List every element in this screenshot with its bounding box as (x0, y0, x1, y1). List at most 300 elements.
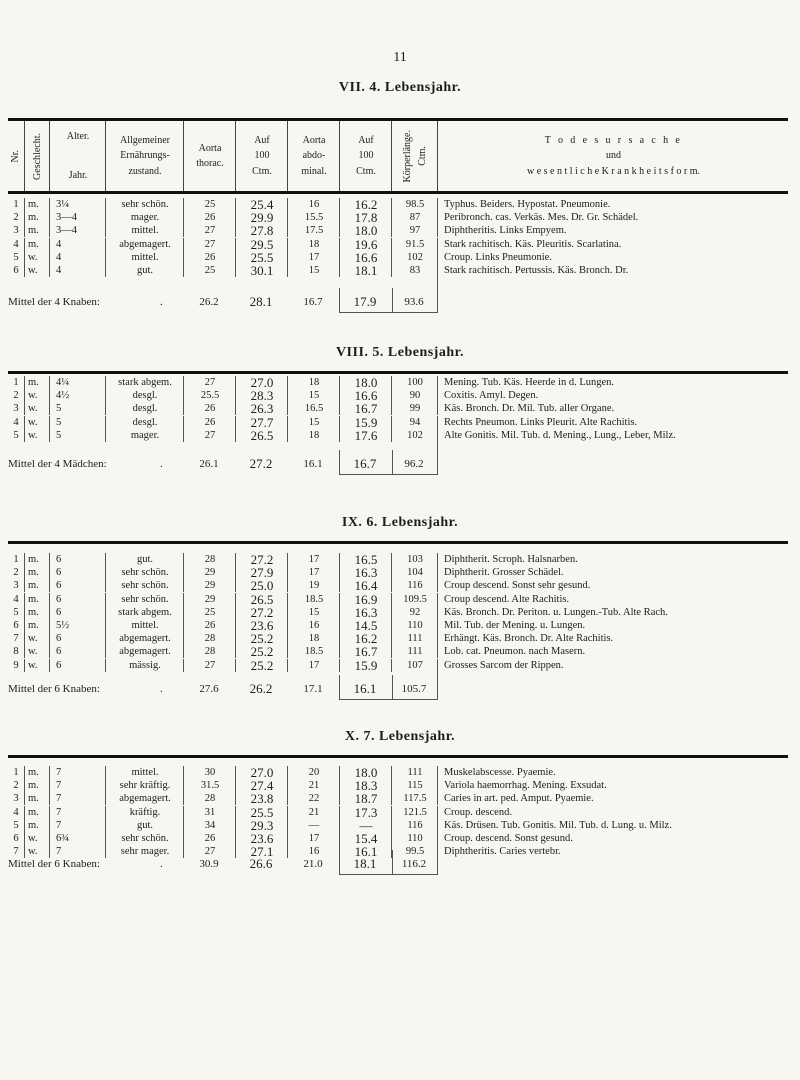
cell-cause: Croup. Links Pneumonie. (437, 251, 789, 264)
cell-abdo: 15 (287, 264, 340, 277)
cell-nr: 4 (13, 238, 19, 250)
cell-thorac: 26 (183, 211, 236, 224)
cell-t100: 25.2 (235, 632, 288, 645)
cell-length: 99.5 (391, 845, 438, 858)
table-row (8, 376, 788, 389)
cell-sex: m. (24, 579, 50, 592)
table-row (8, 402, 788, 415)
cell-cause: Käs. Bronch. Dr. Periton. u. Lungen.-Tub. Alte Rach. (437, 606, 789, 619)
cell-length: 83 (391, 264, 438, 277)
cell-sex: m. (24, 211, 50, 224)
cell-t100: 25.5 (235, 806, 288, 819)
cell-nr: 4 (13, 593, 19, 605)
cell-length: 110 (391, 619, 438, 632)
cell-t100: 26.3 (235, 402, 288, 415)
cell-nr: 3 (13, 580, 19, 592)
cell-age: 5 (49, 402, 106, 415)
average-abdo: 21.0 (303, 858, 323, 870)
cell-nr: 1 (13, 767, 19, 778)
cell-thorac: 29 (183, 579, 236, 592)
average-a100: 18.1 (353, 856, 377, 871)
section-rule (8, 755, 788, 758)
cell-a100: 16.3 (339, 566, 392, 579)
cell-abdo: 21 (287, 806, 340, 819)
cell-nr: 7 (13, 633, 19, 645)
average-thorac: 27.6 (199, 683, 219, 695)
cell-nr: 5 (13, 429, 19, 441)
cell-cause: Variola haemorrhag. Mening. Exsudat. (437, 779, 789, 792)
cell-t100: 27.1 (235, 845, 288, 858)
cell-cause: Käs. Bronch. Dr. Mil. Tub. aller Organe. (437, 402, 789, 415)
cell-a100: 17.3 (339, 806, 392, 819)
average-box (391, 450, 438, 475)
cell-nutrition: gut. (105, 819, 184, 832)
cell-t100: 27.2 (235, 553, 288, 566)
section-title: X. 7. Lebensjahr. (344, 729, 456, 744)
average-box (391, 850, 438, 875)
cell-length: 98.5 (391, 198, 438, 211)
cell-sex: m. (24, 792, 50, 805)
cell-cause: Lob. cat. Pneumon. nach Masern. (437, 645, 789, 658)
cell-cause: Typhus. Beiders. Hypostat. Pneumonie. (437, 198, 789, 211)
cell-a100: 19.6 (339, 238, 392, 251)
cell-abdo: 17.5 (287, 224, 340, 237)
cell-thorac: 27 (183, 429, 236, 442)
cell-age: 6 (49, 632, 106, 645)
cell-cause: Coxitis. Amyl. Degen. (437, 389, 789, 402)
cell-a100: 18.0 (339, 376, 392, 389)
cell-abdo: 19 (287, 579, 340, 592)
header-auf100b-3: Ctm. (356, 165, 376, 177)
cell-a100: 18.7 (339, 792, 392, 805)
cell-sex: w. (24, 645, 50, 658)
cell-sex: w. (24, 264, 50, 277)
cell-t100: 25.0 (235, 579, 288, 592)
cell-length: 104 (391, 566, 438, 579)
cell-t100: 26.5 (235, 593, 288, 606)
average-thorac: 30.9 (199, 858, 219, 870)
average-length: 96.2 (404, 458, 424, 470)
header-todesursache: T o d e s u r s a c h e (544, 134, 683, 146)
cell-abdo: 15 (287, 606, 340, 619)
cell-nutrition: mässig. (105, 659, 184, 672)
cell-nutrition: sehr schön. (105, 198, 184, 211)
cell-cause: Stark rachitisch. Pertussis. Käs. Bronch. Dr. (437, 264, 789, 277)
average-thorac: 26.2 (199, 296, 219, 308)
cell-nr: 1 (13, 377, 19, 388)
cell-nr: 8 (13, 646, 19, 658)
header-auf100a-2: 100 (254, 150, 270, 162)
cell-t100: 30.1 (235, 264, 288, 277)
cell-nutrition: sehr kräftig. (105, 779, 184, 792)
cell-thorac: 30 (183, 766, 236, 779)
cell-a100: 18.0 (339, 766, 392, 779)
cell-age: 3—4 (49, 224, 106, 237)
cell-thorac: 31 (183, 806, 236, 819)
average-dot: . (160, 858, 163, 870)
cell-cause: Muskelabscesse. Pyaemie. (437, 766, 789, 779)
cell-nutrition: sehr schön. (105, 579, 184, 592)
header-allgemein-1: Allgemeiner (120, 134, 170, 146)
cell-nutrition: mittel. (105, 251, 184, 264)
cell-age: 7 (49, 845, 106, 858)
cell-thorac: 28 (183, 645, 236, 658)
cell-a100: 17.6 (339, 429, 392, 442)
cell-abdo: 16 (287, 619, 340, 632)
cell-thorac: 28 (183, 792, 236, 805)
cell-nr: 1 (13, 199, 19, 210)
average-length: 105.7 (401, 683, 427, 695)
cell-nutrition: sehr schön. (105, 566, 184, 579)
table-row (8, 792, 788, 805)
cell-abdo: 16 (287, 198, 340, 211)
cell-length: 109.5 (391, 593, 438, 606)
table-row (8, 806, 788, 819)
cell-nr: 4 (13, 806, 19, 818)
cell-length: 102 (391, 251, 438, 264)
cell-length: 103 (391, 553, 438, 566)
cell-cause: Stark rachitisch. Käs. Pleuritis. Scarlatina. (437, 238, 789, 251)
cell-cause: Croup descend. Alte Rachitis. (437, 593, 789, 606)
cell-abdo: 18 (287, 238, 340, 251)
cell-cause: Mening. Tub. Käs. Heerde in d. Lungen. (437, 376, 789, 389)
cell-nutrition: stark abgem. (105, 606, 184, 619)
average-abdo: 17.1 (303, 683, 323, 695)
cell-t100: 27.8 (235, 224, 288, 237)
cell-sex: m. (24, 606, 50, 619)
average-dot: . (160, 296, 163, 308)
cell-abdo: 17 (287, 553, 340, 566)
cell-nr: 5 (13, 251, 19, 263)
header-koerperlaenge: Körperlänge. (401, 129, 413, 183)
cell-nr: 3 (13, 225, 19, 237)
cell-sex: m. (24, 566, 50, 579)
cell-age: 4 (49, 251, 106, 264)
cell-a100: — (339, 819, 392, 832)
cell-t100: 27.2 (235, 606, 288, 619)
cell-a100: 14.5 (339, 619, 392, 632)
cell-abdo: 15 (287, 389, 340, 402)
cell-t100: 25.4 (235, 198, 288, 211)
cell-nutrition: gut. (105, 264, 184, 277)
cell-t100: 25.2 (235, 645, 288, 658)
cell-nr: 3 (13, 403, 19, 415)
average-abdo: 16.7 (303, 296, 323, 308)
cell-a100: 16.6 (339, 251, 392, 264)
cell-age: 7 (49, 766, 106, 779)
table-row (8, 251, 788, 264)
cell-cause: Diphtheritis. Caries vertebr. (437, 845, 789, 858)
cell-a100: 16.5 (339, 553, 392, 566)
table-row (8, 211, 788, 224)
cell-sex: w. (24, 429, 50, 442)
cell-length: 94 (391, 416, 438, 429)
cell-t100: 25.5 (235, 251, 288, 264)
cell-thorac: 31.5 (183, 779, 236, 792)
cell-abdo: 17 (287, 832, 340, 845)
cell-sex: m. (24, 238, 50, 251)
cell-sex: m. (24, 766, 50, 779)
section-title: VII. 4. Lebensjahr. (338, 80, 462, 95)
cell-cause: Grosses Sarcom der Rippen. (437, 659, 789, 672)
cell-a100: 18.1 (339, 264, 392, 277)
cell-length: 92 (391, 606, 438, 619)
cell-nutrition: sehr schön. (105, 593, 184, 606)
cell-nutrition: desgl. (105, 389, 184, 402)
cell-abdo: 17 (287, 566, 340, 579)
header-allgemein-2: Ernährungs- (120, 150, 170, 162)
cell-t100: 29.3 (235, 819, 288, 832)
cell-age: 7 (49, 819, 106, 832)
cell-a100: 18.3 (339, 779, 392, 792)
cell-cause: Croup. descend. Sonst gesund. (437, 832, 789, 845)
cell-nutrition: abgemagert. (105, 632, 184, 645)
average-label: Mittel der 6 Knaben: (8, 858, 100, 870)
cell-abdo: 15 (287, 416, 340, 429)
table-row (8, 779, 788, 792)
cell-length: 90 (391, 389, 438, 402)
cell-a100: 16.3 (339, 606, 392, 619)
header-koerperlaenge-unit: Ctm. (417, 146, 428, 166)
cell-abdo: 21 (287, 779, 340, 792)
cell-thorac: 25 (183, 606, 236, 619)
cell-length: 116 (391, 819, 438, 832)
cell-t100: 27.7 (235, 416, 288, 429)
cell-thorac: 26 (183, 402, 236, 415)
cell-thorac: 28 (183, 632, 236, 645)
header-aorta-thorac-2: thorac. (196, 158, 224, 169)
cell-cause: Croup. descend. (437, 806, 789, 819)
cell-abdo: 18.5 (287, 645, 340, 658)
cell-thorac: 27 (183, 845, 236, 858)
cell-nutrition: abgemagert. (105, 645, 184, 658)
average-t100: 26.6 (249, 856, 273, 871)
cell-length: 91.5 (391, 238, 438, 251)
cell-sex: w. (24, 416, 50, 429)
cell-sex: w. (24, 845, 50, 858)
table-row (8, 264, 788, 277)
cell-t100: 27.4 (235, 779, 288, 792)
cell-cause: Diphtherit. Grosser Schädel. (437, 566, 789, 579)
cell-length: 99 (391, 402, 438, 415)
cell-sex: w. (24, 402, 50, 415)
cell-age: 7 (49, 792, 106, 805)
cell-abdo: 18 (287, 632, 340, 645)
cell-nutrition: desgl. (105, 402, 184, 415)
cell-a100: 17.8 (339, 211, 392, 224)
average-label: Mittel der 4 Mädchen: (8, 458, 107, 470)
cell-age: 4½ (49, 389, 106, 402)
section-rule (8, 541, 788, 544)
table-row (8, 198, 788, 211)
cell-thorac: 26 (183, 832, 236, 845)
cell-abdo: 18 (287, 429, 340, 442)
header-krankheitsform: w e s e n t l i c h e K r a n k h e i t s f o r m. (526, 165, 701, 177)
table-row (8, 606, 788, 619)
cell-cause: Croup descend. Sonst sehr gesund. (437, 579, 789, 592)
cell-nr: 2 (13, 390, 19, 402)
cell-sex: m. (24, 224, 50, 237)
cell-a100: 16.7 (339, 645, 392, 658)
cell-age: 6 (49, 579, 106, 592)
cell-thorac: 26 (183, 251, 236, 264)
cell-age: 5½ (49, 619, 106, 632)
table-row (8, 553, 788, 566)
header-geschlecht: Geschlecht. (31, 132, 43, 180)
average-length: 116.2 (401, 858, 427, 870)
section-title: VIII. 5. Lebensjahr. (335, 345, 465, 360)
cell-length: 100 (391, 376, 438, 389)
cell-thorac: 34 (183, 819, 236, 832)
cell-nutrition: gut. (105, 553, 184, 566)
cell-length: 117.5 (391, 792, 438, 805)
average-t100: 26.2 (249, 681, 273, 696)
page-number: 11 (393, 50, 407, 65)
cell-length: 97 (391, 224, 438, 237)
table-row (8, 566, 788, 579)
cell-sex: m. (24, 779, 50, 792)
average-divider (437, 274, 438, 312)
cell-abdo: 16 (287, 845, 340, 858)
average-dot: . (160, 458, 163, 470)
table-row (8, 389, 788, 402)
cell-cause: Alte Gonitis. Mil. Tub. d. Mening., Lung., Leber, Milz. (437, 429, 789, 442)
average-box (339, 450, 393, 475)
cell-age: 4¼ (49, 376, 106, 389)
cell-sex: w. (24, 389, 50, 402)
cell-length: 111 (391, 632, 438, 645)
cell-length: 107 (391, 659, 438, 672)
cell-t100: 23.8 (235, 792, 288, 805)
cell-thorac: 25 (183, 264, 236, 277)
cell-age: 4 (49, 264, 106, 277)
cell-thorac: 27 (183, 376, 236, 389)
average-dot: . (160, 683, 163, 695)
average-t100: 28.1 (249, 294, 273, 309)
header-auf100b-1: Auf (358, 134, 374, 146)
cell-nr: 2 (13, 780, 19, 792)
table-row (8, 819, 788, 832)
cell-length: 102 (391, 429, 438, 442)
cell-cause: Käs. Drüsen. Tub. Gonitis. Mil. Tub. d. Lung. u. Milz. (437, 819, 789, 832)
cell-abdo: 16.5 (287, 402, 340, 415)
average-box (339, 288, 393, 313)
table-row (8, 416, 788, 429)
cell-a100: 16.2 (339, 632, 392, 645)
cell-a100: 16.2 (339, 198, 392, 211)
table-row (8, 224, 788, 237)
cell-sex: m. (24, 593, 50, 606)
cell-a100: 15.9 (339, 416, 392, 429)
header-nr: Nr. (10, 149, 22, 163)
cell-age: 6 (49, 553, 106, 566)
cell-nr: 3 (13, 793, 19, 805)
cell-thorac: 25 (183, 198, 236, 211)
average-t100: 27.2 (249, 456, 273, 471)
cell-sex: w. (24, 659, 50, 672)
cell-thorac: 27 (183, 238, 236, 251)
section-title: IX. 6. Lebensjahr. (341, 515, 459, 530)
cell-age: 6 (49, 566, 106, 579)
cell-nr: 2 (13, 212, 19, 224)
cell-t100: 29.9 (235, 211, 288, 224)
table-row (8, 593, 788, 606)
cell-a100: 16.7 (339, 402, 392, 415)
cell-abdo: 17 (287, 251, 340, 264)
cell-nutrition: mager. (105, 429, 184, 442)
header-alter-unit: Jahr. (68, 169, 88, 181)
cell-t100: 27.9 (235, 566, 288, 579)
cell-nr: 6 (13, 620, 19, 631)
cell-sex: w. (24, 251, 50, 264)
cell-t100: 23.6 (235, 832, 288, 845)
header-auf100a-1: Auf (254, 134, 270, 146)
cell-sex: w. (24, 632, 50, 645)
table-row (8, 579, 788, 592)
cell-cause: Diphtherit. Scroph. Halsnarben. (437, 553, 789, 566)
cell-cause: Rechts Pneumon. Links Pleurit. Alte Rachitis. (437, 416, 789, 429)
cell-nr: 2 (13, 567, 19, 579)
table-row (8, 632, 788, 645)
cell-thorac: 29 (183, 566, 236, 579)
average-a100: 17.9 (353, 294, 377, 309)
average-divider (437, 436, 438, 474)
cell-a100: 16.1 (339, 845, 392, 858)
cell-abdo: 20 (287, 766, 340, 779)
cell-nutrition: sehr schön. (105, 832, 184, 845)
cell-nutrition: mager. (105, 211, 184, 224)
cell-length: 115 (391, 779, 438, 792)
cell-a100: 16.4 (339, 579, 392, 592)
table-row (8, 429, 788, 442)
cell-abdo: — (287, 819, 340, 832)
cell-length: 111 (391, 645, 438, 658)
cell-abdo: 15.5 (287, 211, 340, 224)
cell-a100: 15.4 (339, 832, 392, 845)
cell-nutrition: mittel. (105, 766, 184, 779)
cell-sex: m. (24, 198, 50, 211)
cell-a100: 16.6 (339, 389, 392, 402)
header-allgemein-3: zustand. (128, 165, 162, 177)
cell-nutrition: kräftig. (105, 806, 184, 819)
cell-nr: 6 (13, 833, 19, 844)
cell-length: 110 (391, 832, 438, 845)
cell-age: 6 (49, 593, 106, 606)
table-header (8, 118, 788, 194)
section-rule (8, 371, 788, 374)
cell-nutrition: mittel. (105, 619, 184, 632)
header-aorta-thorac-1: Aorta (198, 142, 222, 154)
cell-age: 7 (49, 779, 106, 792)
average-label: Mittel der 4 Knaben: (8, 296, 100, 308)
cell-nutrition: abgemagert. (105, 238, 184, 251)
header-aorta-abdo-3: minal. (301, 165, 327, 177)
cell-thorac: 26 (183, 619, 236, 632)
cell-a100: 18.0 (339, 224, 392, 237)
cell-sex: m. (24, 553, 50, 566)
cell-nr: 9 (13, 659, 19, 671)
average-box (339, 850, 393, 875)
cell-abdo: 17 (287, 659, 340, 672)
average-thorac: 26.1 (199, 458, 219, 470)
table-row (8, 619, 788, 632)
cell-age: 3¼ (49, 198, 106, 211)
cell-nutrition: desgl. (105, 416, 184, 429)
average-a100: 16.1 (353, 681, 377, 696)
cell-t100: 27.0 (235, 766, 288, 779)
header-aorta-abdo-2: abdo- (302, 150, 326, 162)
cell-nr: 5 (13, 819, 19, 831)
